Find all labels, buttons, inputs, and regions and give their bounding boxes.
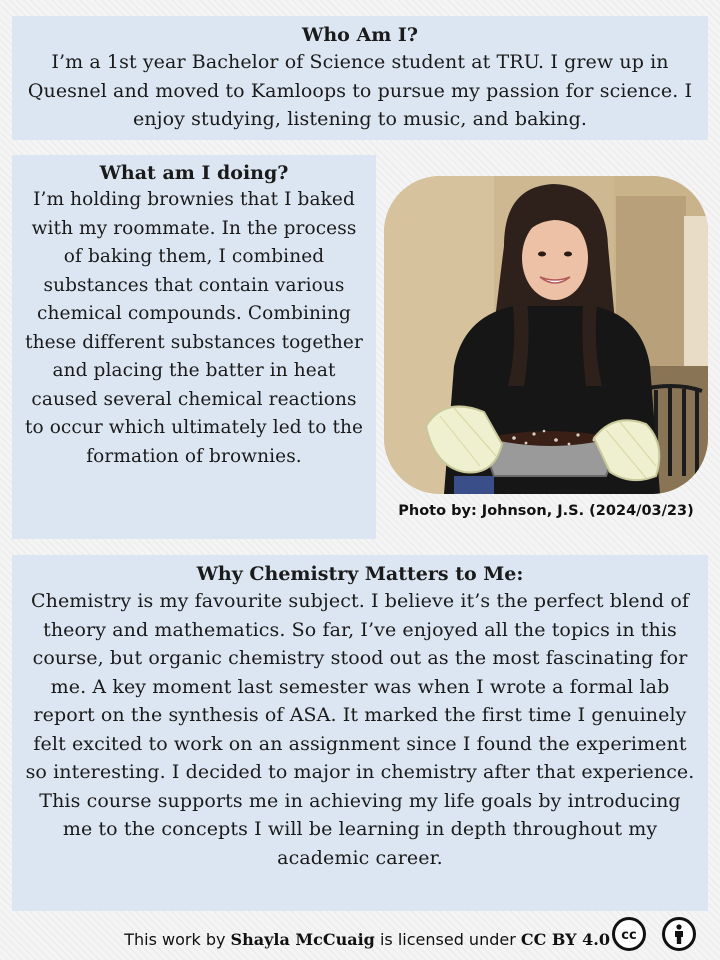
what-am-i-doing-panel	[12, 155, 376, 539]
license-footer	[0, 922, 610, 956]
why-chemistry-text: Chemistry is my favourite subject. I believe it’s the perfect blend of theory and mathematics. So far, I’ve enjoyed all the topics in this course, but organic chemistry stood out as the most fascinating for me. A key moment last semester was when I wrote a formal lab report on the synthesis of ASA. It marked the first time I genuinely felt excited to work on an assignment since I found the experiment so interesting. I decided to major in chemistry after that experience. This course supports me in achieving my life goals by introducing me to the concepts I will be learning in depth throughout my academic career.	[25, 590, 695, 869]
footer-prefix: This work by	[124, 930, 226, 949]
what-am-i-doing-title: What am I doing?	[99, 162, 289, 184]
footer-middle: is licensed under	[379, 930, 516, 949]
creative-commons-icon	[612, 917, 646, 951]
author-name: Shayla McCuaig	[230, 930, 375, 949]
cc-license-badges[interactable]	[606, 915, 714, 957]
photo-credit: Photo by: Johnson, J.S. (2024/03/23)	[398, 503, 694, 519]
who-am-i-title: Who Am I?	[302, 24, 418, 46]
what-am-i-doing-text: I’m holding brownies that I baked with my roommate. In the process of baking them, I combined substances that contain various chemical compounds. Combining these different substances together and placing the batter in heat caused several chemical reactions to occur which ultimately led to the formation of brownies.	[24, 189, 364, 467]
why-chemistry-title: Why Chemistry Matters to Me:	[196, 563, 524, 585]
why-chemistry-panel	[12, 555, 708, 911]
attribution-icon	[662, 917, 696, 951]
license-link[interactable]: CC BY 4.0	[520, 930, 610, 949]
cc-badge-text: cc	[621, 928, 637, 943]
who-am-i-text: I’m a 1st year Bachelor of Science student at TRU. I grew up in Quesnel and moved to Kamloops to pursue my passion for science. I enjoy studying, listening to music, and baking.	[27, 51, 693, 130]
photo-illustration	[384, 176, 708, 494]
who-am-i-panel	[12, 16, 708, 140]
student-photo	[384, 176, 708, 494]
